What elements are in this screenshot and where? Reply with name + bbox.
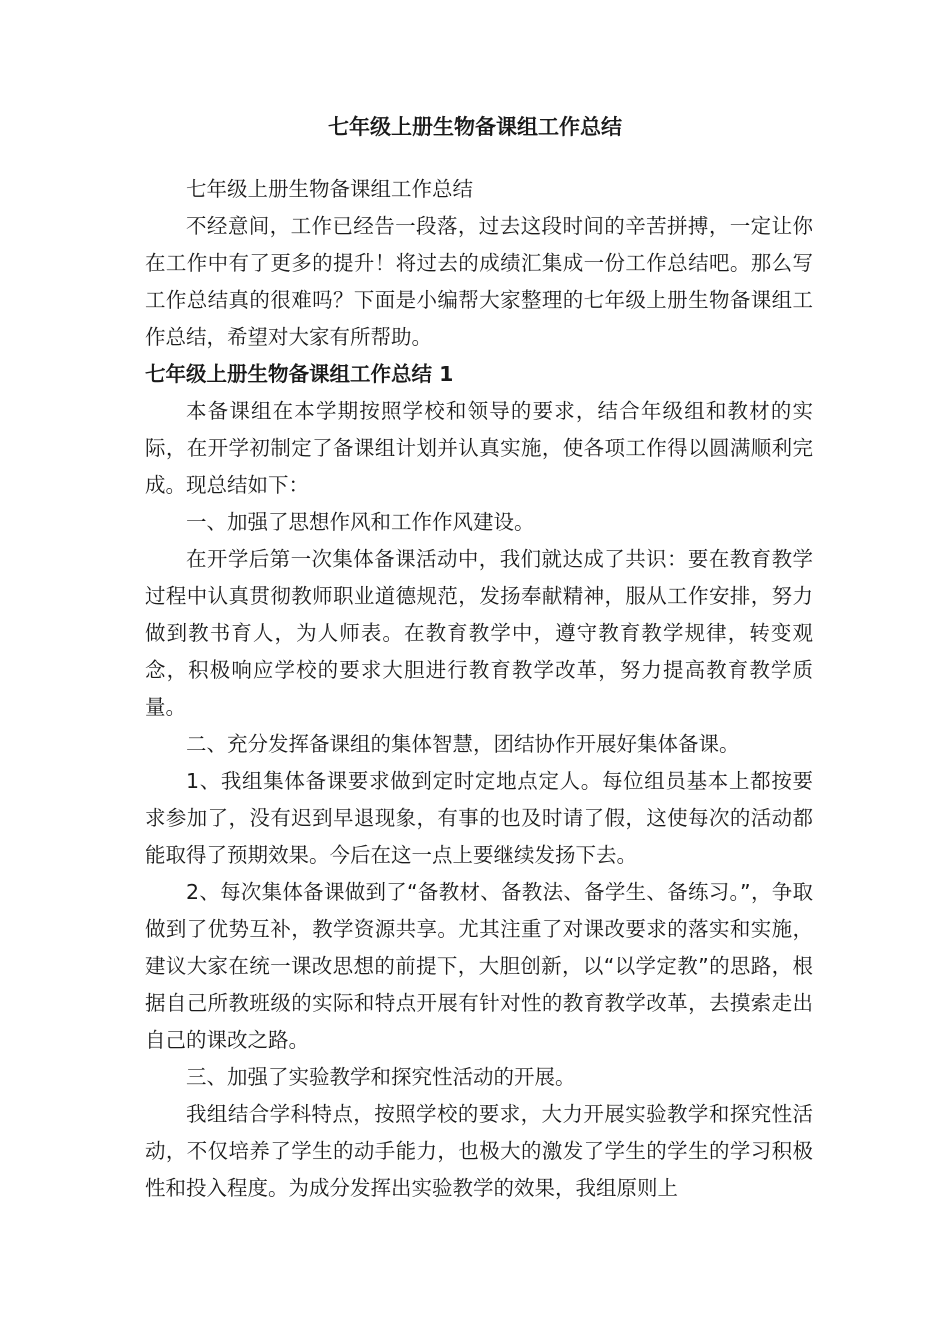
subheading-paragraph: 三、加强了实验教学和探究性活动的开展。 [186,1065,576,1089]
document-title: 七年级上册生物备课组工作总结 [328,115,622,139]
section-heading: 七年级上册生物备课组工作总结 1 [145,362,454,386]
body-paragraph: 1、我组集体备课要求做到定时定地点定人。每位组员基本上都按要求参加了，没有迟到早退现象，有事的也及时请了假，这使每次的活动都能取得了预期效果。今后在这一点上要继续发扬下去。 [145,769,813,867]
body-paragraph: 本备课组在本学期按照学校和领导的要求，结合年级组和教材的实际，在开学初制定了备课组计划并认真实施，使各项工作得以圆满顺利完成。现总结如下： [145,399,813,497]
subheading-paragraph: 一、加强了思想作风和工作作风建设。 [186,510,535,534]
subheading-paragraph: 二、充分发挥备课组的集体智慧，团结协作开展好集体备课。 [186,732,740,756]
body-paragraph: 在开学后第一次集体备课活动中，我们就达成了共识：要在教育教学过程中认真贯彻教师职业道德规范，发扬奉献精神，服从工作安排，努力做到教书育人，为人师表。在教育教学中，遵守教育教学规律，转变观念，积极响应学校的要求大胆进行教育教学改革，努力提高教育教学质量。 [145,547,813,719]
subtitle-paragraph: 七年级上册生物备课组工作总结 [186,177,473,201]
document-body [145,171,813,1207]
body-paragraph: 2、每次集体备课做到了“备教材、备教法、备学生、备练习。”，争取做到了优势互补，教学资源共享。尤其注重了对课改要求的落实和实施，建议大家在统一课改思想的前提下，大胆创新，以“以学定教”的思路，根据自己所教班级的实际和特点开展有针对性的教育教学改革，去摸索走出自己的课改之路。 [145,880,813,1052]
body-paragraph: 我组结合学科特点，按照学校的要求，大力开展实验教学和探究性活动，不仅培养了学生的动手能力，也极大的激发了学生的学生的学习积极性和投入程度。为成分发挥出实验教学的效果，我组原则上 [145,1102,813,1200]
intro-paragraph: 不经意间，工作已经告一段落，过去这段时间的辛苦拼搏，一定让你在工作中有了更多的提升！将过去的成绩汇集成一份工作总结吧。那么写工作总结真的很难吗？下面是小编帮大家整理的七年级上册生物备课组工作总结，希望对大家有所帮助。 [145,214,813,349]
